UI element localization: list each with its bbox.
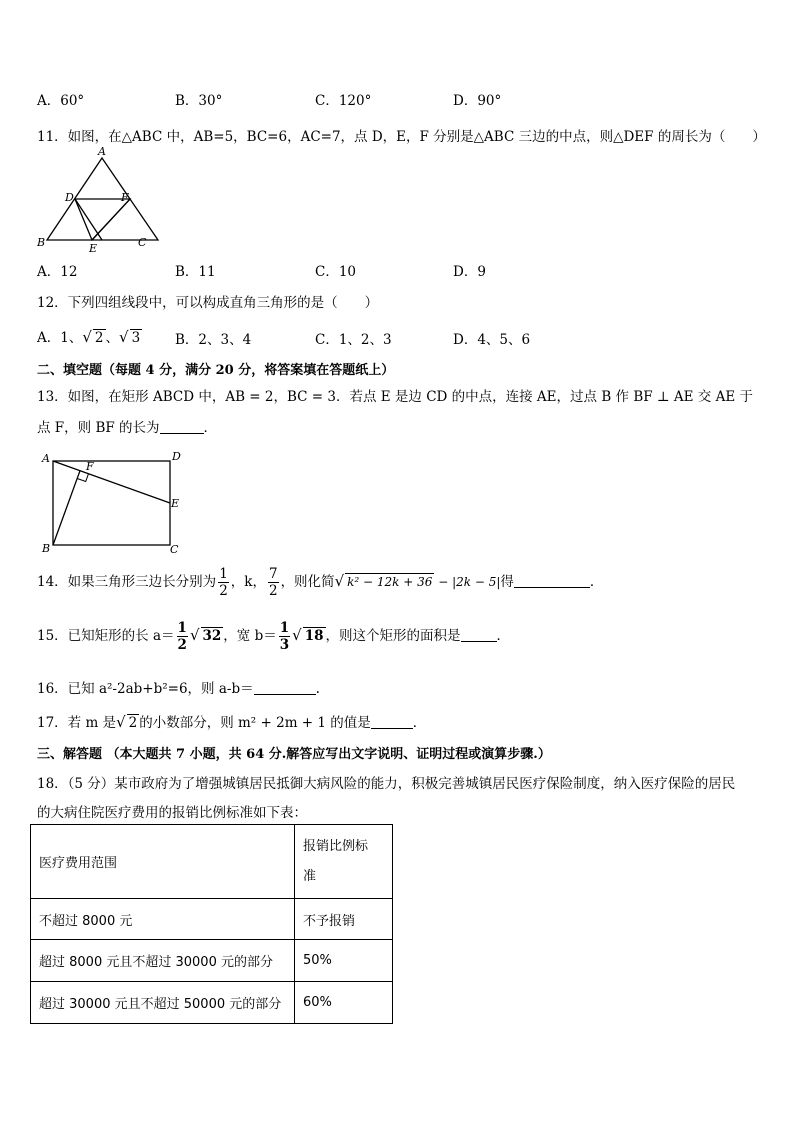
table-cell: 50%: [295, 940, 393, 982]
q15-mid: ，宽 b＝: [223, 628, 277, 644]
q10-option-c: C．120°: [315, 93, 372, 109]
q14-question: [37, 566, 603, 599]
answer-blank: [514, 573, 590, 588]
segment-f-e: [92, 199, 130, 240]
q11-triangle-figure: [30, 145, 160, 253]
table-row: [31, 940, 393, 982]
q14-prefix: 14．如果三角形三边长分别为: [37, 574, 217, 590]
q16-question: [37, 677, 320, 697]
q15-tail: ，则这个矩形的面积是: [325, 628, 461, 644]
label-f: F: [86, 460, 94, 473]
q13-line-2-end: ．: [203, 420, 218, 436]
label-a: A: [98, 145, 106, 158]
q15-end: ．: [496, 628, 510, 644]
fraction-denominator: 3: [279, 637, 290, 653]
q14-abs-term: − |2k − 5|: [434, 575, 501, 589]
q11-option-a: A．12: [37, 264, 78, 280]
q14-simplify: ，则化简: [280, 574, 335, 590]
table-cell: 超过 8000 元且不超过 30000 元的部分: [31, 940, 295, 982]
q12-option-d: D．4、5、6: [453, 332, 531, 348]
answer-blank: [160, 419, 204, 434]
table-cell: 60%: [295, 982, 393, 1024]
sqrt-icon: √: [82, 328, 92, 346]
label-b: B: [42, 542, 51, 555]
q14-mid: ，k，: [230, 574, 266, 590]
q15-radicand-1: 32: [202, 628, 222, 644]
fraction-denominator: 2: [177, 637, 187, 653]
fraction-denominator: 2: [268, 583, 278, 599]
label-c: C: [170, 543, 179, 556]
q18-line-2: 的大病住院医疗费用的报销比例标准如下表：: [37, 805, 307, 821]
q17-radicand: 2: [128, 715, 138, 731]
section-2-heading: 二、填空题（每题 4 分，满分 20 分，将答案填在答题纸上）: [37, 363, 395, 378]
q12-a-radicand-2: 3: [131, 330, 141, 346]
sqrt-icon: √: [189, 626, 200, 644]
q12-a-sep: 、: [105, 330, 119, 346]
q14-radicand: k² − 12k + 36: [347, 575, 433, 589]
reimbursement-table: [30, 824, 393, 1024]
fraction-denominator: 2: [219, 583, 228, 599]
fraction-numerator: 1: [279, 620, 290, 636]
table-cell: 不予报销: [295, 899, 393, 940]
table-header-cell: [295, 825, 393, 899]
label-b: B: [37, 236, 46, 249]
q17-question: [37, 711, 426, 731]
table-header-text: 报销比例标: [303, 838, 369, 854]
q14-end: ．: [589, 574, 604, 590]
segment-b-f: [53, 471, 80, 545]
answer-blank: [371, 714, 413, 729]
q17-end: ．: [412, 715, 427, 731]
sqrt-icon: √: [119, 328, 129, 346]
q10-option-d: D．90°: [453, 93, 502, 109]
label-c: C: [138, 236, 147, 249]
q10-option-a: A．60°: [37, 93, 85, 109]
table-row: [31, 899, 393, 940]
q16-end: .: [315, 681, 320, 697]
q17-prefix: 17．若 m 是: [37, 715, 117, 731]
fraction: [279, 620, 290, 653]
fraction-numerator: 7: [268, 566, 278, 582]
label-d: D: [172, 450, 181, 463]
rectangle-abcd: [53, 461, 170, 545]
q14-tail: 得: [500, 574, 514, 590]
q12-option-a: [37, 326, 142, 346]
q13-line-1: 13．如图，在矩形 ABCD 中，AB = 2，BC = 3．若点 E 是边 CD 的中点，连接 AE，过点 B 作 BF ⊥ AE 交 AE 于: [37, 389, 753, 405]
q15-prefix: 15．已知矩形的长 a＝: [37, 628, 175, 644]
q11-option-c: C．10: [315, 264, 357, 280]
table-cell: 超过 30000 元且不超过 50000 元的部分: [31, 982, 295, 1024]
sqrt-icon: √: [116, 713, 126, 731]
label-d: D: [65, 191, 74, 204]
label-f: F: [121, 191, 129, 204]
q11-option-d: D．9: [453, 264, 486, 280]
q12-a-radicand-1: 2: [94, 330, 104, 346]
answer-blank: [254, 680, 316, 695]
fraction: [177, 620, 188, 653]
table-cell: 不超过 8000 元: [31, 899, 295, 940]
fraction-numerator: 1: [219, 566, 228, 582]
q13-rectangle-figure: [36, 447, 186, 557]
table-header-row: [31, 825, 393, 899]
q17-tail: 的小数部分，则 m² + 2m + 1 的值是: [139, 715, 371, 731]
label-a: A: [42, 452, 50, 465]
fraction-numerator: 1: [177, 620, 187, 636]
table-header-text: 准: [303, 868, 317, 884]
label-e: E: [89, 242, 98, 253]
fraction: [218, 566, 229, 599]
q15-radicand-2: 18: [304, 628, 324, 644]
q15-question: [37, 620, 510, 653]
label-e: E: [171, 497, 180, 510]
q18-line-1: 18．（5 分）某市政府为了增强城镇居民抵御大病风险的能力，积极完善城镇居民医疗保险制度，纳入医疗保险的居民: [37, 776, 736, 792]
fraction: [268, 566, 279, 599]
sqrt-icon: √: [334, 572, 345, 590]
q12-question: 12．下列四组线段中，可以构成直角三角形的是（ ）: [37, 295, 379, 311]
sqrt-icon: √: [292, 626, 302, 644]
table-row: [31, 982, 393, 1024]
q12-a-prefix: A．1、: [37, 330, 83, 346]
triangle-def: [75, 199, 130, 240]
q16-text: 16．已知 a²-2ab+b²=6，则 a-b＝: [37, 681, 254, 697]
q12-option-b: B．2、3、4: [175, 332, 252, 348]
q11-option-b: B．11: [175, 264, 216, 280]
section-3-heading: 三、解答题 （本大题共 7 小题，共 64 分.解答应写出文字说明、证明过程或演算步骤.）: [37, 747, 551, 762]
table-header-cell: 医疗费用范围: [31, 825, 295, 899]
answer-blank: [461, 627, 497, 642]
q13-line-2: [37, 416, 217, 436]
q11-question: 11．如图，在△ABC 中，AB=5，BC=6，AC=7，点 D，E，F 分别是△ABC 三边的中点，则△DEF 的周长为（ ）: [37, 129, 766, 145]
q12-option-c: C．1、2、3: [315, 332, 392, 348]
q13-line-2-text: 点 F，则 BF 的长为: [37, 420, 160, 436]
q10-option-b: B．30°: [175, 93, 223, 109]
